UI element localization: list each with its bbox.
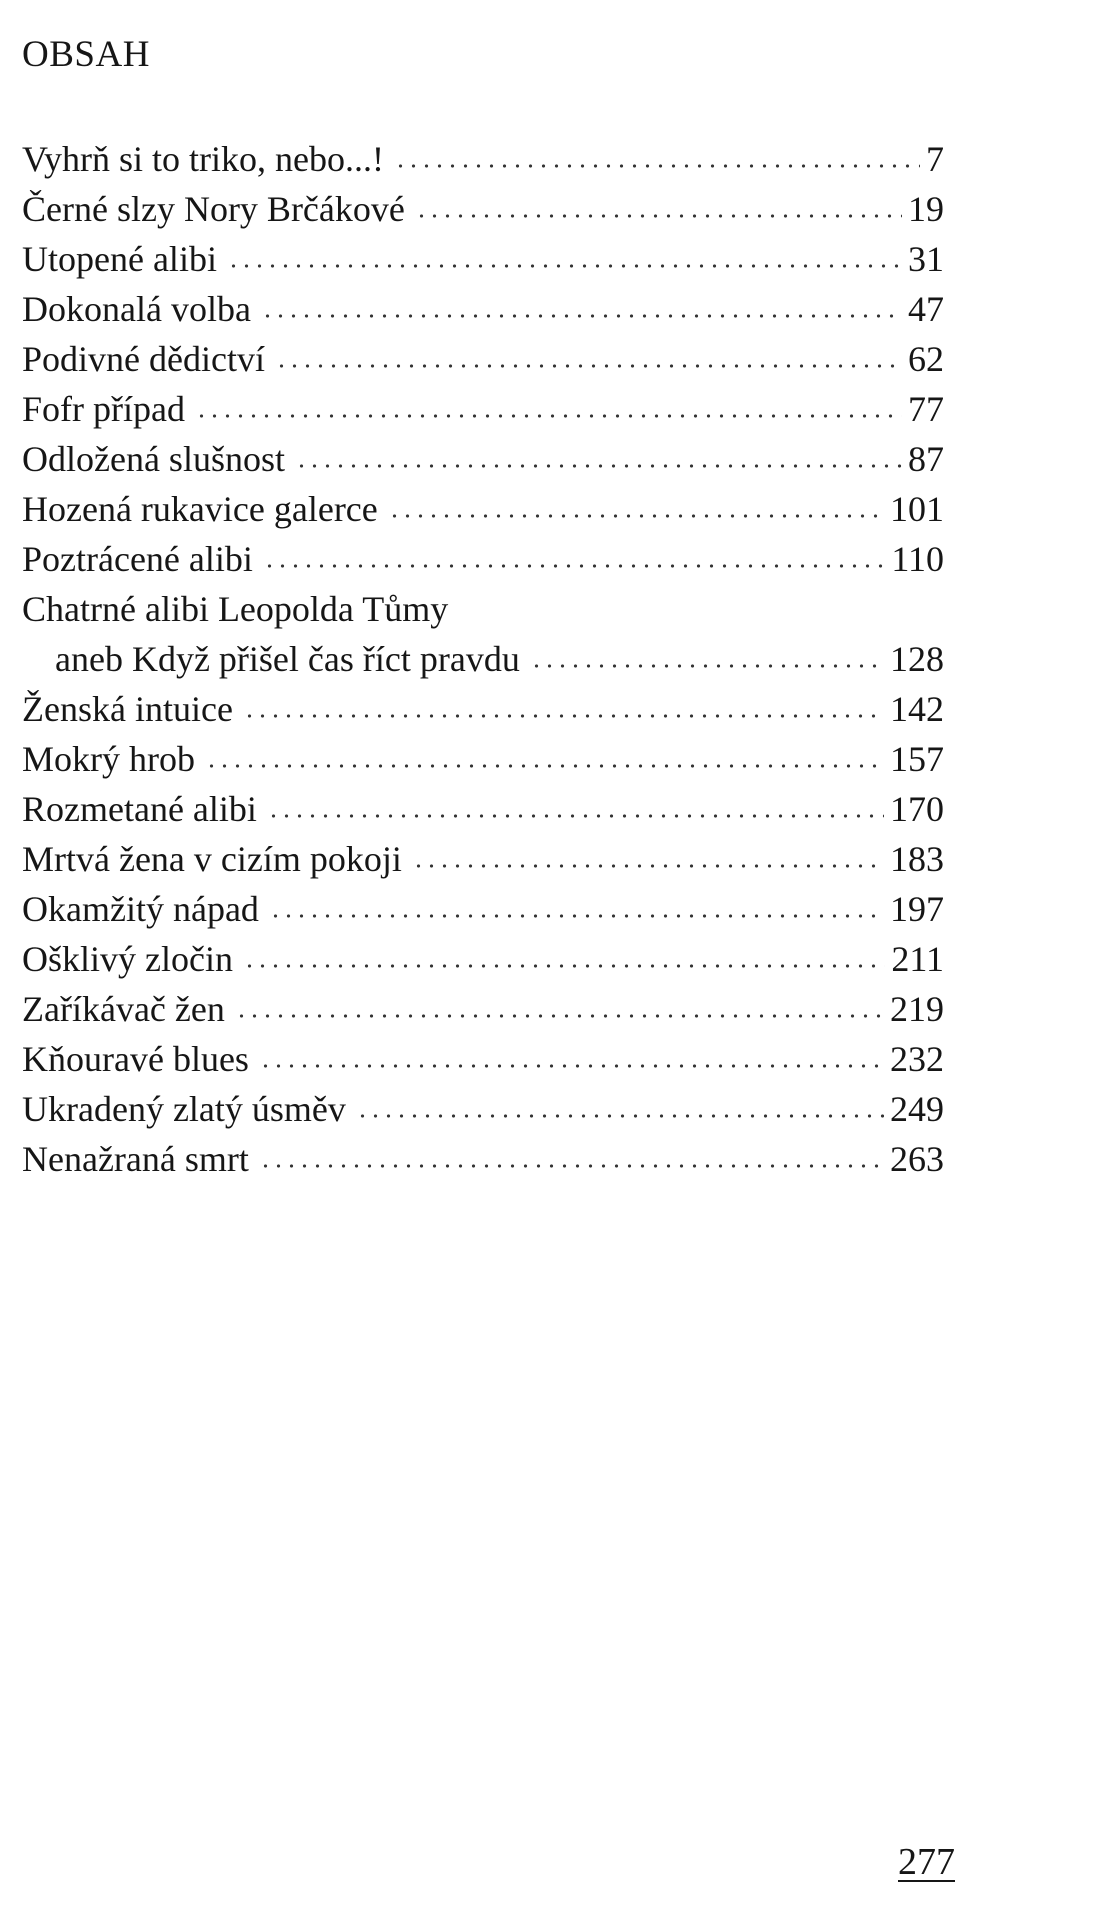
- toc-entry: [22, 534, 944, 584]
- toc-entry-title: Podivné dědictví: [22, 339, 265, 379]
- toc-entry: [22, 434, 944, 484]
- toc-entry-page: 19: [908, 189, 944, 229]
- toc-entry-page: 263: [890, 1139, 944, 1179]
- toc-entry-page: 142: [890, 689, 944, 729]
- toc-entry-title: Černé slzy Nory Brčákové: [22, 189, 405, 229]
- toc-entry-page: 101: [890, 489, 944, 529]
- dot-leader: [412, 864, 884, 868]
- toc-entry-subtitle: aneb Když přišel čas říct pravdu: [55, 639, 520, 679]
- toc-entry-title: Fofr případ: [22, 389, 185, 429]
- dot-leader: [295, 464, 902, 468]
- toc-entry: [22, 334, 944, 384]
- toc-entry-title: Poztrácené alibi: [22, 539, 253, 579]
- toc-entry-page: 157: [890, 739, 944, 779]
- toc-entry-title: Hozená rukavice galerce: [22, 489, 378, 529]
- toc-entry-page: 183: [890, 839, 944, 879]
- toc-entry-title: Dokonalá volba: [22, 289, 251, 329]
- toc-entry-page: 232: [890, 1039, 944, 1079]
- dot-leader: [235, 1014, 884, 1018]
- dot-leader: [195, 414, 902, 418]
- toc-entry-page: 170: [890, 789, 944, 829]
- toc-entry-title: Kňouravé blues: [22, 1039, 249, 1079]
- toc-entry: [22, 284, 944, 334]
- toc-entry-title: Zaříkávač žen: [22, 989, 225, 1029]
- toc-entry-page: 7: [926, 139, 944, 179]
- dot-leader: [205, 764, 884, 768]
- toc-entry-page: 197: [890, 889, 944, 929]
- toc-entry-title: Ošklivý zločin: [22, 939, 233, 979]
- toc-entry-title: Odložená slušnost: [22, 439, 285, 479]
- toc-entry: [22, 834, 944, 884]
- toc-entry: [22, 384, 944, 434]
- dot-leader: [275, 364, 902, 368]
- table-of-contents: [22, 134, 944, 1184]
- toc-entry: [22, 584, 944, 634]
- toc-entry-page: 31: [908, 239, 944, 279]
- toc-entry-page: 47: [908, 289, 944, 329]
- toc-entry: [22, 1084, 944, 1134]
- toc-entry-page: 128: [890, 639, 944, 679]
- toc-entry: [22, 984, 944, 1034]
- dot-leader: [530, 664, 884, 668]
- dot-leader: [227, 264, 902, 268]
- toc-entry: [22, 134, 944, 184]
- dot-leader: [243, 714, 884, 718]
- toc-entry: [22, 684, 944, 734]
- toc-entry-page: 219: [890, 989, 944, 1029]
- toc-entry-title: Ukradený zlatý úsměv: [22, 1089, 346, 1129]
- toc-entry-title: Mokrý hrob: [22, 739, 195, 779]
- dot-leader: [415, 214, 902, 218]
- toc-entry: [22, 784, 944, 834]
- toc-entry: [22, 1034, 944, 1084]
- dot-leader: [356, 1114, 884, 1118]
- dot-leader: [243, 964, 885, 968]
- toc-entry: [22, 1134, 944, 1184]
- page-number: 277: [898, 1841, 955, 1883]
- dot-leader: [263, 564, 885, 568]
- toc-entry-page: 110: [891, 539, 944, 579]
- dot-leader: [269, 914, 884, 918]
- toc-entry-title: Rozmetané alibi: [22, 789, 257, 829]
- toc-entry: [22, 934, 944, 984]
- toc-entry-page: 77: [908, 389, 944, 429]
- dot-leader: [394, 164, 920, 168]
- toc-entry-page: 62: [908, 339, 944, 379]
- toc-entry: [22, 184, 944, 234]
- dot-leader: [267, 814, 884, 818]
- toc-entry: [22, 484, 944, 534]
- dot-leader: [259, 1164, 884, 1168]
- dot-leader: [388, 514, 884, 518]
- toc-entry-continuation: [22, 634, 944, 684]
- toc-entry-title: Nenažraná smrt: [22, 1139, 249, 1179]
- page-heading: OBSAH: [22, 34, 150, 75]
- toc-entry-page: 87: [908, 439, 944, 479]
- toc-entry: [22, 884, 944, 934]
- toc-entry-title: Ženská intuice: [22, 689, 233, 729]
- toc-entry: [22, 734, 944, 784]
- toc-entry-title: Okamžitý nápad: [22, 889, 259, 929]
- toc-entry-title: Chatrné alibi Leopolda Tůmy: [22, 589, 449, 629]
- toc-entry-title: Utopené alibi: [22, 239, 217, 279]
- toc-entry: [22, 234, 944, 284]
- toc-entry-page: 249: [890, 1089, 944, 1129]
- toc-entry-title: Vyhrň si to triko, nebo...!: [22, 139, 384, 179]
- dot-leader: [261, 314, 902, 318]
- toc-entry-page: 211: [891, 939, 944, 979]
- dot-leader: [259, 1064, 884, 1068]
- toc-entry-title: Mrtvá žena v cizím pokoji: [22, 839, 402, 879]
